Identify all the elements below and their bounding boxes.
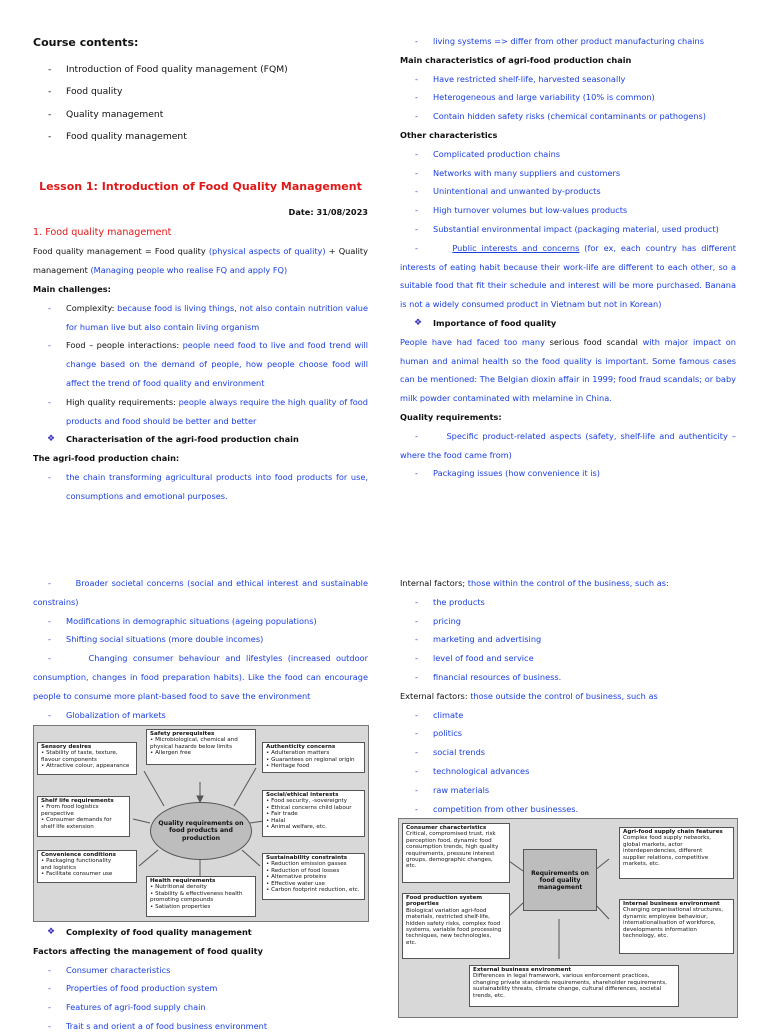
other-char-item: - Unintentional and unwanted by-products bbox=[415, 186, 601, 197]
external-factor-item: - politics bbox=[415, 728, 463, 739]
factors-title: Factors affecting the management of food quality bbox=[33, 945, 263, 956]
other-char-item: - Substantial environmental impact (packaging material, used product) bbox=[415, 223, 719, 234]
complexity-heading: ❖ Complexity of food quality management bbox=[33, 923, 368, 942]
changing-behaviour: - Changing consumer behaviour and lifestyles (increased outdoor consumption, changes in food preparation habits). Like the food can encourage people to consume more plant-based food to save the environment bbox=[33, 653, 368, 701]
chain-title: The agri-food production chain: bbox=[33, 453, 180, 464]
consumer-characteristics-box: Consumer characteristics Critical, compromised trust, risk perception food, dynamic food consumption trends, high quality requirements, pressure interest groups, demographic changes, etc. bbox=[402, 823, 510, 883]
factor-item: - Properties of food production system bbox=[48, 983, 218, 994]
societal-item: - Modifications in demographic situations (ageing populations) bbox=[48, 615, 317, 626]
authenticity-concerns-box: Authenticity concerns • Adulteration matters • Guarantees on regional origin • Heritage food bbox=[262, 742, 365, 773]
internal-factor-item: - the products bbox=[415, 596, 485, 607]
external-environment-box: External business environment Differences in legal framework, various enforcement practices, changing private standards requirements, shareholder requirements, sustainability threats, climate change, cultural differences, societal trends, etc. bbox=[469, 965, 679, 1007]
lesson-title: Lesson 1: Introduction of Food Quality Management bbox=[39, 179, 362, 193]
internal-factor-item: - pricing bbox=[415, 615, 462, 626]
public-interests-paragraph: - Public interests and concerns (for ex, each country has different interests of eating habit because their work-life are different to each other, so a suitable food that fit their schedule and interest will be more purchased. Banana is not a widely consumed product in Vietnam but not in Korean) bbox=[400, 242, 736, 310]
challenge-item: - Complexity: because food is living things, not also contain nutrition value for human live but also contain living organism bbox=[48, 302, 369, 332]
external-factor-item: - technological advances bbox=[415, 765, 530, 776]
course-contents-title: Course contents: bbox=[33, 36, 139, 49]
quality-req-item: - Packaging issues (how convenience it is) bbox=[415, 468, 600, 479]
course-item: - Food quality management bbox=[48, 131, 187, 143]
main-char-item: - Have restricted shelf-life, harvested seasonally bbox=[415, 73, 626, 84]
diamond-bullet-icon: ❖ bbox=[414, 317, 423, 328]
chain-item: - the chain transforming agricultural products into food products for use, consumptions and emotional purposes. bbox=[48, 471, 368, 501]
social-ethical-box: Social/ethical interests • Food security, -sovereignty • Ethical concerns child labour • Fair trade • Halal • Animal welfare, etc. bbox=[262, 790, 365, 837]
importance-heading: ❖ Importance of food quality bbox=[400, 314, 736, 333]
other-char-item: - Networks with many suppliers and customers bbox=[415, 167, 621, 178]
internal-environment-box: Internal business environment Changing organisational structures, dynamic employee behaviour, internationalisation of workforce, developments information technology, etc. bbox=[619, 899, 734, 954]
section-heading: 1. Food quality management bbox=[33, 226, 172, 238]
fqm-definition: Food quality management = Food quality (physical aspects of quality) + Quality management (Managing people who realise FQ and apply FQ) bbox=[33, 246, 368, 276]
convenience-conditions-box: Convenience conditions • Packaging functionality and logistics • Facilitate consumer use bbox=[37, 850, 137, 883]
external-factor-item: - climate bbox=[415, 709, 464, 720]
column-top-right bbox=[400, 32, 736, 483]
center-requirements-fqm: Requirements on food quality management bbox=[523, 849, 597, 911]
diamond-bullet-icon: ❖ bbox=[47, 927, 56, 937]
quality-requirements-title: Quality requirements: bbox=[400, 411, 502, 422]
characterisation-heading: ❖ Characterisation of the agri-food production chain bbox=[33, 430, 368, 449]
shelf-life-box: Shelf life requirements • From food logistics perspective • Consumer demands for shelf life extension bbox=[37, 796, 130, 837]
globalization-item: - Globalization of markets bbox=[48, 709, 166, 720]
internal-factor-item: - level of food and service bbox=[415, 653, 534, 664]
quality-requirements-figure bbox=[33, 725, 369, 922]
external-factor-item: - raw materials bbox=[415, 784, 490, 795]
other-char-item: - High turnover volumes but low-values products bbox=[415, 205, 628, 216]
quality-req-item: - Specific product-related aspects (safety, shelf-life and authenticity – where the food came from) bbox=[400, 430, 736, 460]
column-bottom-right bbox=[400, 574, 736, 818]
other-characteristics-title: Other characteristics bbox=[400, 129, 498, 140]
column-top-left bbox=[33, 34, 368, 506]
factor-item: - Features of agri-food supply chain bbox=[48, 1002, 206, 1013]
complexity-section bbox=[33, 923, 368, 1036]
sensory-desires-box: Sensory desires • Stability of taste, texture, flavour components • Attractive colour, appearance bbox=[37, 742, 137, 775]
internal-factor-item: - financial resources of business. bbox=[415, 671, 562, 682]
importance-paragraph: People have had faced too many serious food scandal with major impact on human and animal health so the food quality is important. Some famous cases can be mentioned: The Belgian dioxin affair in 1999; food fraud scandals; or baby milk powder contaminated with melamine in China. bbox=[400, 336, 736, 404]
challenge-item: - Food – people interactions: people need food to live and food trend will change based on the demand of people, how people choose food will affect the trend of food quality and environment bbox=[48, 340, 368, 388]
broader-concerns: - Broader societal concerns (social and ethical interest and sustainable constrains) bbox=[33, 578, 368, 607]
internal-factors-intro: Internal factors; those within the control of the business, such as: bbox=[400, 578, 669, 588]
factor-item: - Trait s and orient a of food business environment bbox=[48, 1020, 268, 1031]
diamond-bullet-icon: ❖ bbox=[47, 434, 56, 445]
challenge-item: - High quality requirements: people always require the high quality of food products and food should be better and better bbox=[48, 396, 368, 426]
course-item: - Food quality bbox=[48, 86, 123, 98]
internal-factor-item: - marketing and advertising bbox=[415, 634, 542, 645]
main-characteristics-title: Main characteristics of agri-food production chain bbox=[400, 54, 632, 65]
factor-item: - Consumer characteristics bbox=[48, 964, 171, 975]
external-factors-intro: External factors: those outside the control of business, such as bbox=[400, 690, 658, 701]
external-factor-item: - competition from other businesses. bbox=[415, 803, 579, 814]
course-item: - Introduction of Food quality management (FQM) bbox=[48, 63, 288, 75]
challenges-title: Main challenges: bbox=[33, 283, 111, 294]
living-systems-item: - living systems => differ from other product manufacturing chains bbox=[415, 36, 704, 46]
production-system-box: Food production system properties Biological variation agri-food materials, restricted shelf-life, hidden safety risks, complex food systems, variable food processing techniques, new technologies, etc. bbox=[402, 893, 510, 959]
societal-item: - Shifting social situations (more double incomes) bbox=[48, 634, 264, 645]
column-bottom-left bbox=[33, 574, 368, 724]
health-requirements-box: Health requirements • Nutritional density • Stability & effectiveness health promoting compounds • Satiation properties bbox=[146, 876, 256, 917]
supply-chain-features-box: Agri-food supply chain features Complex food supply networks, global markets, actor interdependencies, different supplier relations, competitive markets, etc. bbox=[619, 827, 734, 879]
external-factor-item: - social trends bbox=[415, 747, 486, 758]
other-char-item: - Complicated production chains bbox=[415, 148, 561, 159]
sustainability-constraints-box: Sustainability constraints • Reduction emission gasses • Reduction of food losses • Alternative proteins • Effective water use • Carbon footprint reduction, etc. bbox=[262, 853, 365, 900]
main-char-item: - Contain hidden safety risks (chemical contaminants or pathogens) bbox=[415, 111, 706, 122]
course-item: - Quality management bbox=[48, 108, 164, 120]
safety-prerequisites-box: Safety prerequisites • Microbiological, chemical and physical hazards below limits • Allergen free bbox=[146, 729, 256, 765]
food-quality-management-figure bbox=[398, 818, 738, 1018]
main-char-item: - Heterogeneous and large variability (10% is common) bbox=[415, 92, 655, 103]
center-quality-requirements: Quality requirements on food products and production bbox=[150, 802, 252, 860]
lesson-date: Date: 31/08/2023 bbox=[288, 206, 368, 217]
